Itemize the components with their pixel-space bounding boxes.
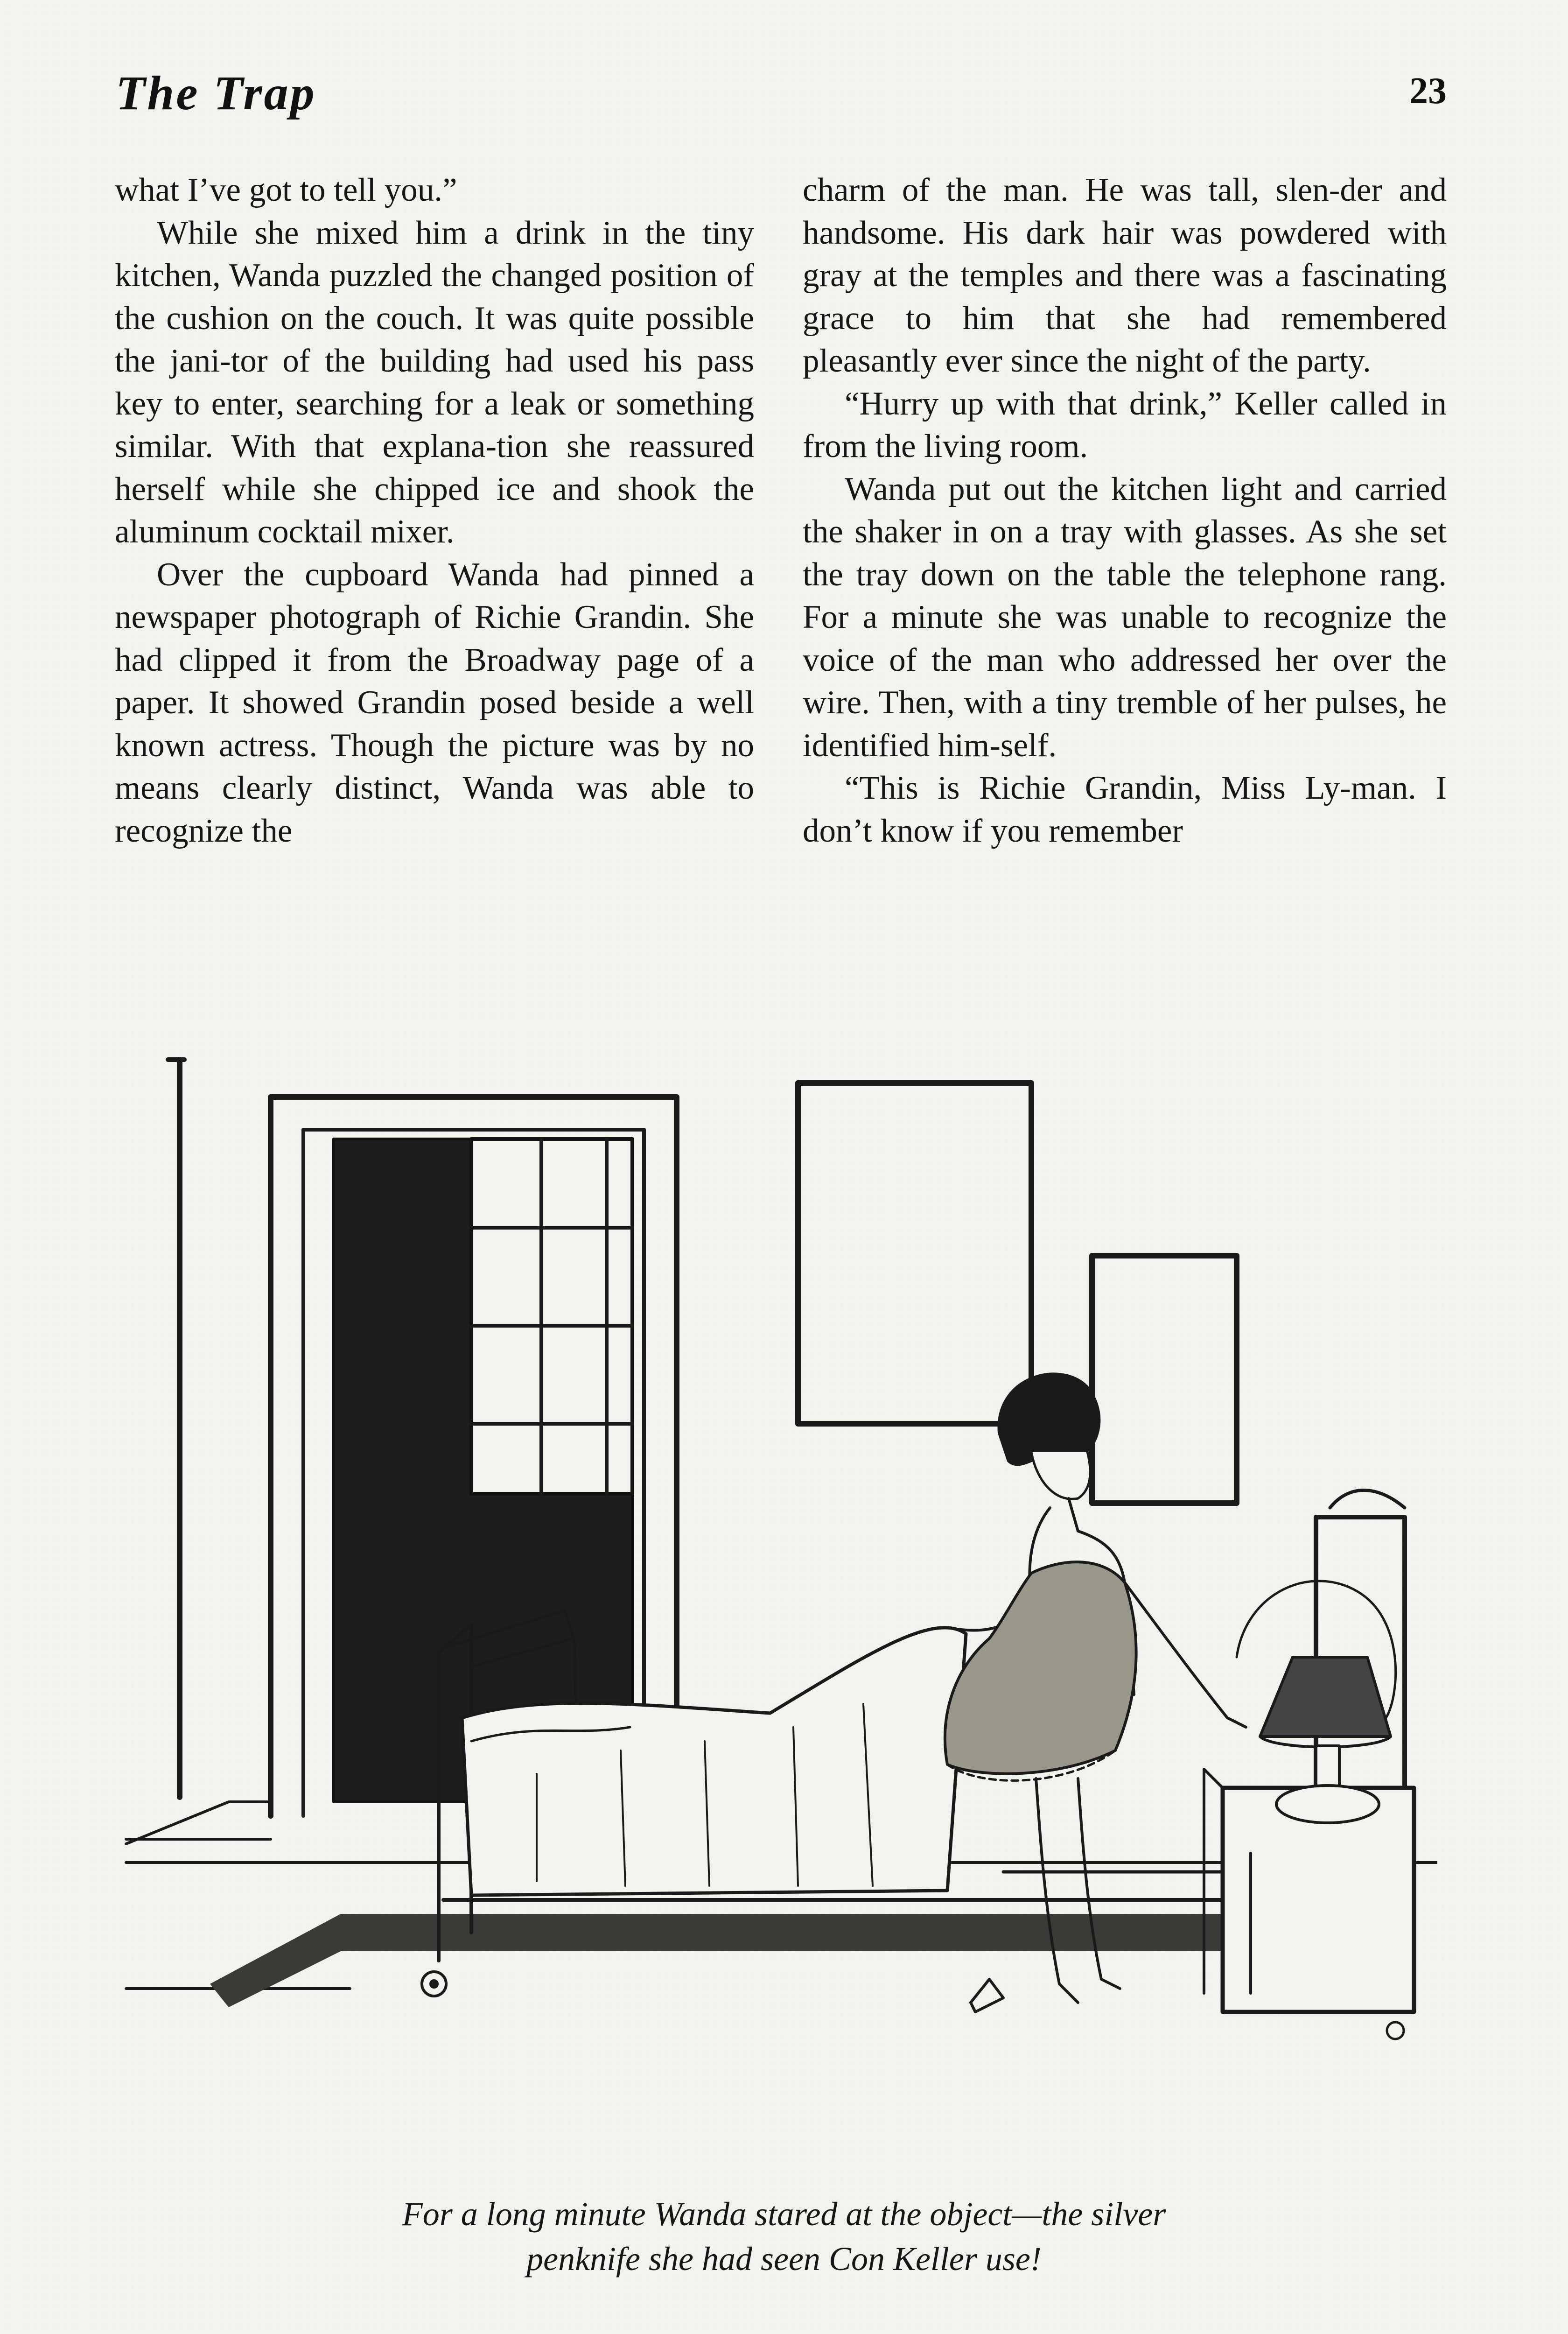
story-title: The Trap [116,66,316,120]
page-number: 23 [1409,70,1447,112]
paragraph: charm of the man. He was tall, slen-der and handsome. His dark hair was powdered with gray at the temples and there was a fascinating grace to him that she had remembered pleasantly ever since the night of the party. [803,172,1447,379]
picture-frame-small [1092,1256,1237,1503]
paragraph: what I’ve got to tell you.” [115,172,457,208]
left-text-column [115,169,754,852]
paragraph: “Hurry up with that drink,” Keller called in from the living room. [803,385,1447,464]
bedroom-illustration [117,1050,1437,2180]
paragraph: Over the cupboard Wanda had pinned a newspaper photograph of Richie Grandin. She had clipped it from the Broadway page of a paper. It showed Grandin posed beside a well known actress. Though the picture was by no means clearly distinct, Wanda was able to recognize the [115,556,754,849]
picture-frame-large [798,1083,1031,1424]
paragraph: “This is Richie Grandin, Miss Ly-man. I don’t know if you remember [803,770,1447,849]
rug-shape [210,1914,1395,2007]
caption-line: penknife she had seen Con Keller use! [526,2240,1042,2278]
caption-line: For a long minute Wanda stared at the object—the silver [402,2195,1166,2233]
paragraph: Wanda put out the kitchen light and carried the shaker in on a tray with glasses. As she set the tray down on the table the telephone rang. For a minute she was unable to recognize the voice of the man who addressed her over the wire. Then, with a tiny tremble of her pulses, he identified him-self. [803,471,1447,764]
right-text-column [803,169,1447,852]
illustration-caption [140,2192,1428,2281]
paragraph: While she mixed him a drink in the tiny kitchen, Wanda puzzled the changed position of the cushion on the couch. It was quite possible the jani-tor of the building had used his pass key to enter, searching for a leak or something similar. With that explana-tion she reassured herself while she chipped ice and shook the aluminum cocktail mixer. [115,214,754,550]
